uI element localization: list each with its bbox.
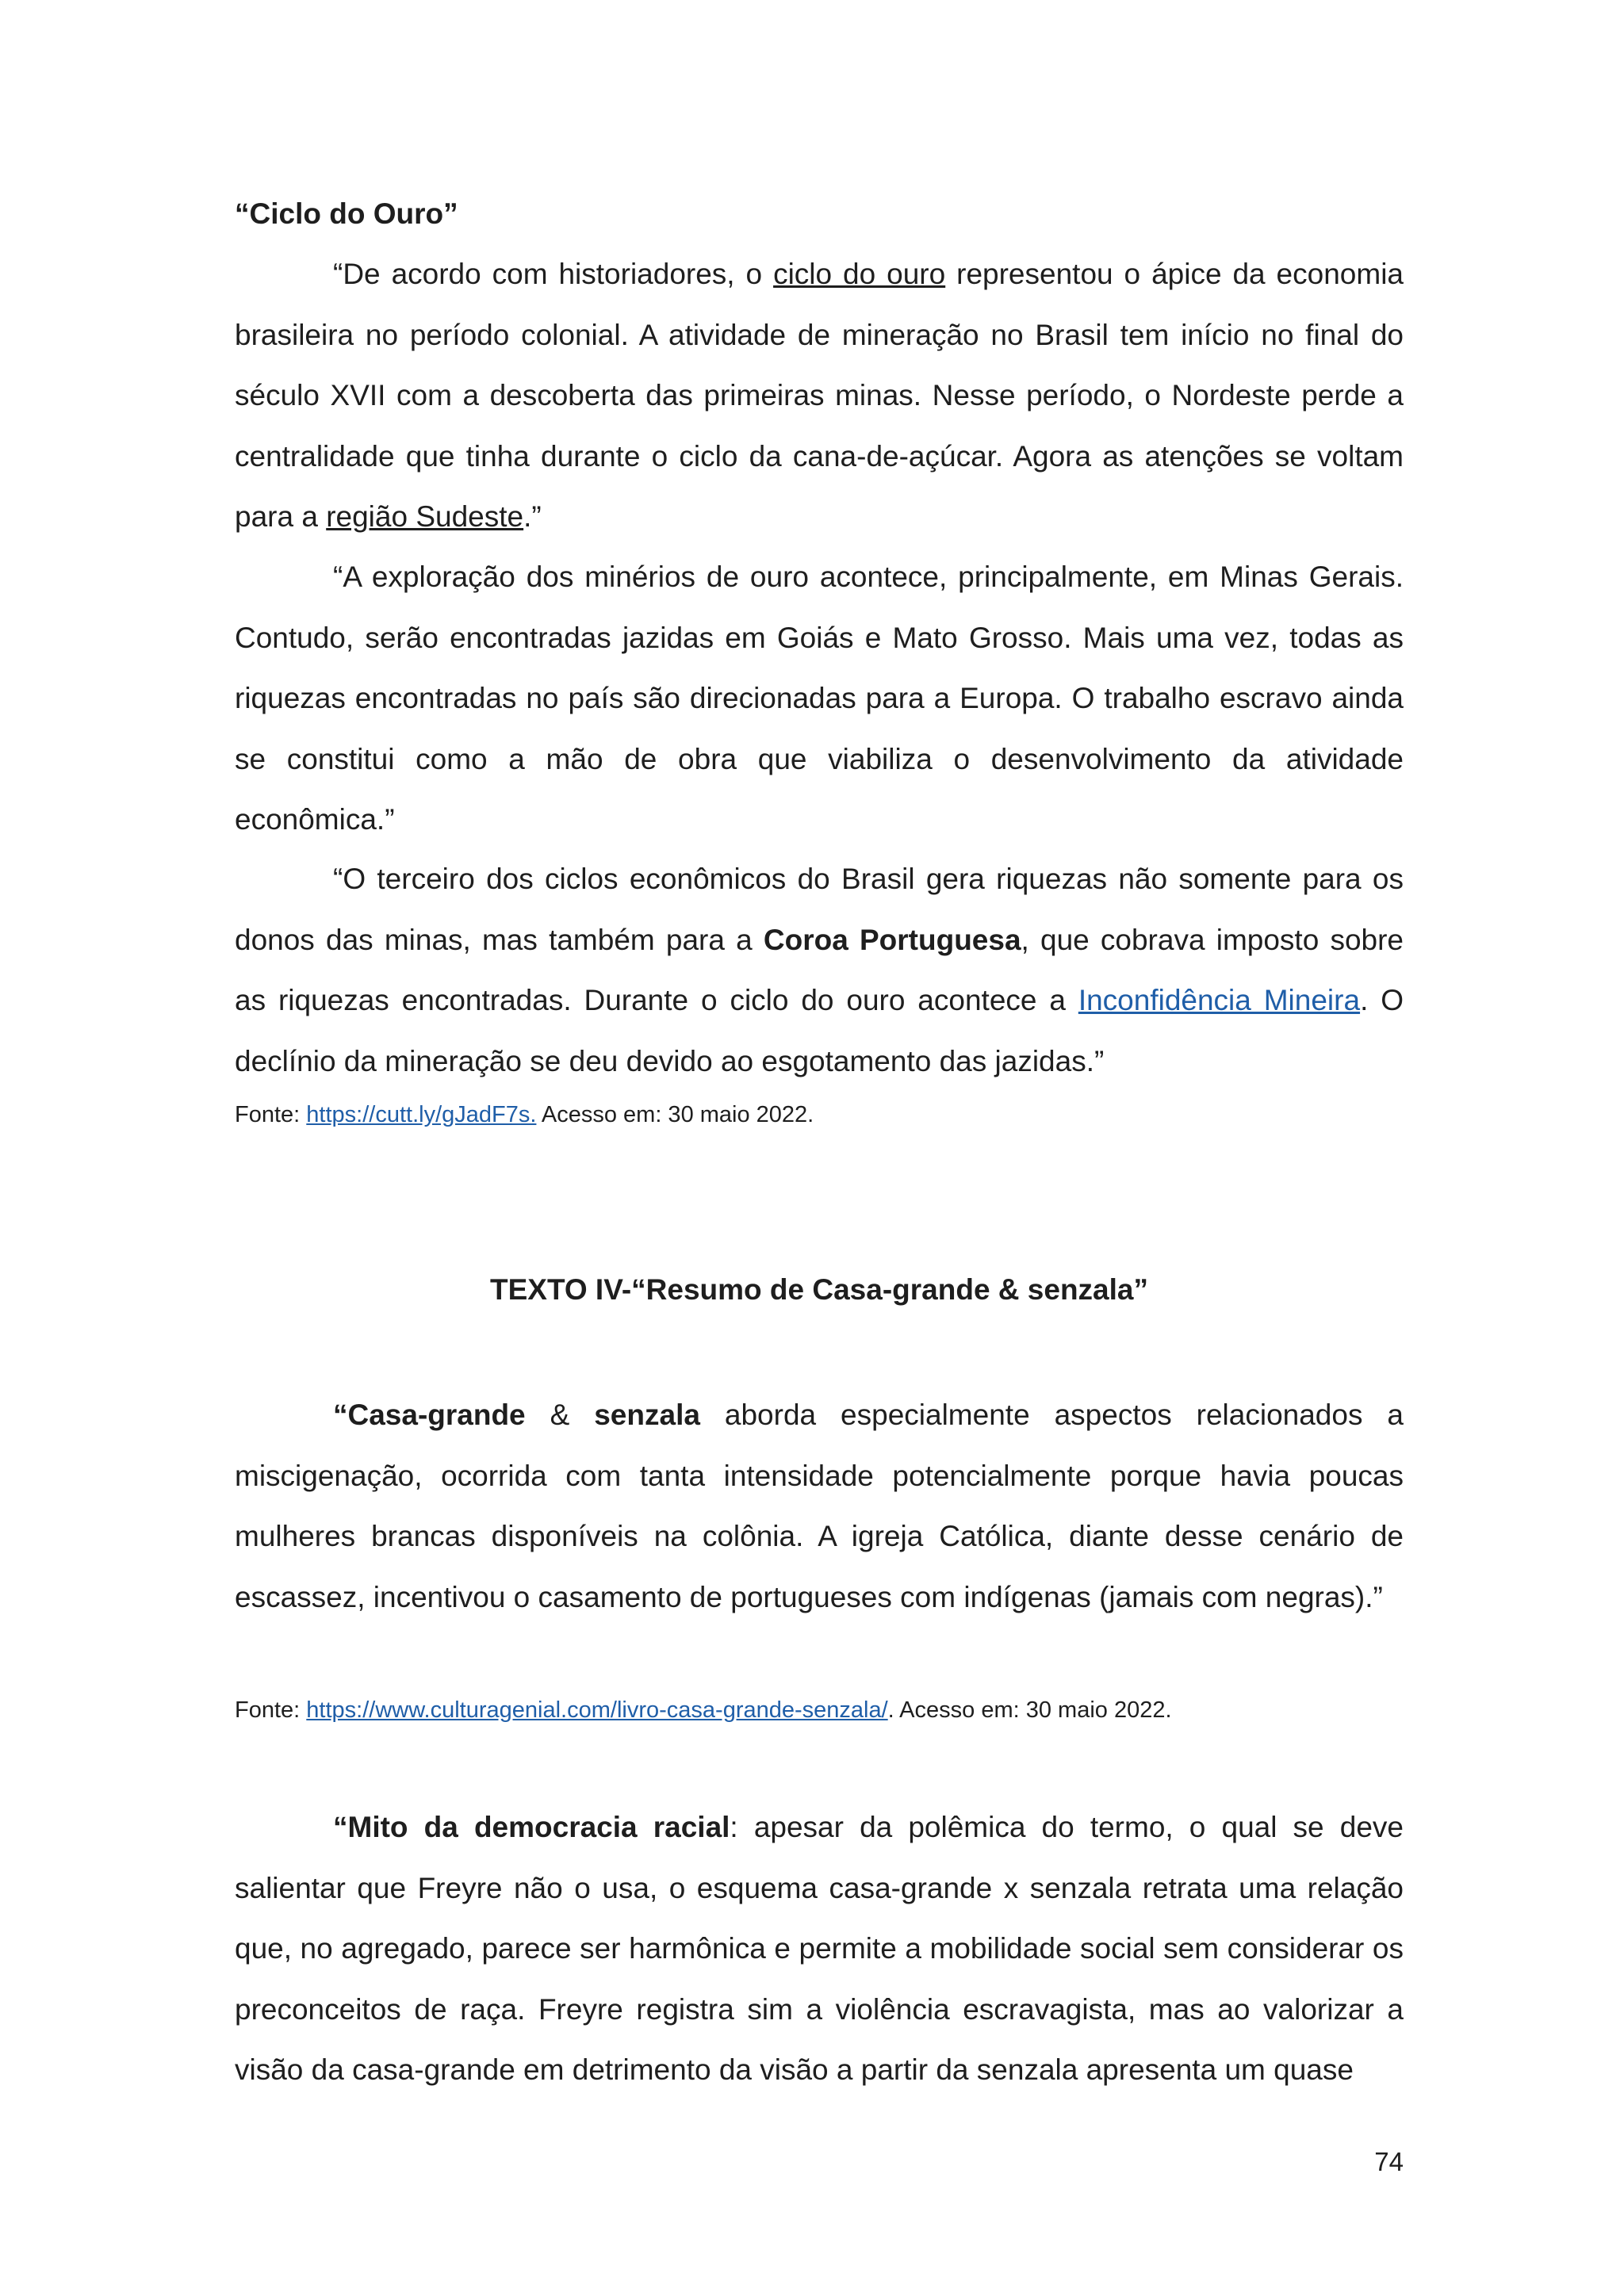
paragraph-text: .” (523, 500, 542, 533)
paragraph-ciclo-do-ouro-2: “A exploração dos minérios de ouro acontece, principalmente, em Minas Gerais. Contudo, serão encontradas jazidas em Goiás e Mato Grosso. Mais uma vez, todas as riquezas encontradas no país são direcionadas para a Europa. O trabalho escravo ainda se constitui como a mão de obra que viabiliza o desenvolvimento da atividade econômica.” (235, 561, 1404, 836)
section-title-ciclo-do-ouro: “Ciclo do Ouro” (235, 197, 458, 230)
page-number: 74 (1374, 2147, 1404, 2176)
link-regiao-sudeste[interactable]: região Sudeste (326, 500, 524, 533)
paragraph-ciclo-do-ouro-3 (235, 849, 1404, 1092)
paragraph-text: representou o ápice da economia brasileira no período colonial. A atividade de mineração no Brasil tem início no final do século XVII com a descoberta das primeiras minas. Nesse período, o Nordeste perde a centralidade que tinha durante o ciclo da cana-de-açúcar. Agora as atenções se voltam para a (235, 258, 1404, 533)
source-citation-2 (235, 1694, 1404, 1726)
paragraph-text: & (525, 1399, 595, 1431)
link-ciclo-do-ouro[interactable]: ciclo do ouro (773, 258, 946, 290)
bold-coroa-portuguesa: Coroa Portuguesa (763, 923, 1021, 956)
paragraph-text: “De acordo com historiadores, o (333, 258, 774, 290)
paragraph-ciclo-do-ouro-1 (235, 244, 1404, 548)
source-label: Fonte: (235, 1697, 307, 1723)
source-label: Fonte: (235, 1102, 307, 1127)
paragraph-casa-grande (235, 1385, 1404, 1628)
paragraph-text: : apesar da polêmica do termo, o qual se deve salientar que Freyre não o usa, o esquema casa-grande x senzala retrata uma relação que, no agregado, parece ser harmônica e permite a mobilidade social sem considerar os preconceitos de raça. Freyre registra sim a violência escravagista, mas ao valorizar a visão da casa-grande em detrimento da visão a partir da senzala apresenta um quase (235, 1811, 1404, 2086)
bold-senzala: senzala (594, 1399, 700, 1431)
source-link-cutt[interactable]: https://cutt.ly/gJadF7s. (306, 1102, 537, 1127)
paragraph-text: . O declínio da mineração se deu devido ao esgotamento das jazidas.” (235, 984, 1404, 1077)
source-citation-1 (235, 1099, 1404, 1131)
link-inconfidencia-mineira[interactable]: Inconfidência Mineira (1078, 984, 1361, 1016)
paragraph-mito-democracia-racial (235, 1797, 1404, 2101)
source-access-date: . Acesso em: 30 maio 2022. (887, 1697, 1172, 1723)
bold-casa-grande: “Casa-grande (333, 1399, 526, 1431)
paragraph-text: aborda especialmente aspectos relacionados a miscigenação, ocorrida com tanta intensidade potencialmente porque havia poucas mulheres brancas disponíveis na colônia. A igreja Católica, diante desse cenário de escassez, incentivou o casamento de portugueses com indígenas (jamais com negras).” (235, 1399, 1404, 1613)
paragraph-text: “O terceiro dos ciclos econômicos do Brasil gera riquezas não somente para os donos das minas, mas também para a (235, 863, 1404, 956)
source-access-date: Acesso em: 30 maio 2022. (536, 1102, 814, 1127)
section-title-texto-iv: TEXTO IV-“Resumo de Casa-grande & senzala” (489, 1273, 1148, 1306)
bold-mito-democracia-racial: “Mito da democracia racial (333, 1811, 730, 1843)
paragraph-text: , que cobrava imposto sobre as riquezas encontradas. Durante o ciclo do ouro acontece a (235, 923, 1404, 1016)
source-link-culturagenial[interactable]: https://www.culturagenial.com/livro-casa-grande-senzala/ (306, 1697, 888, 1723)
